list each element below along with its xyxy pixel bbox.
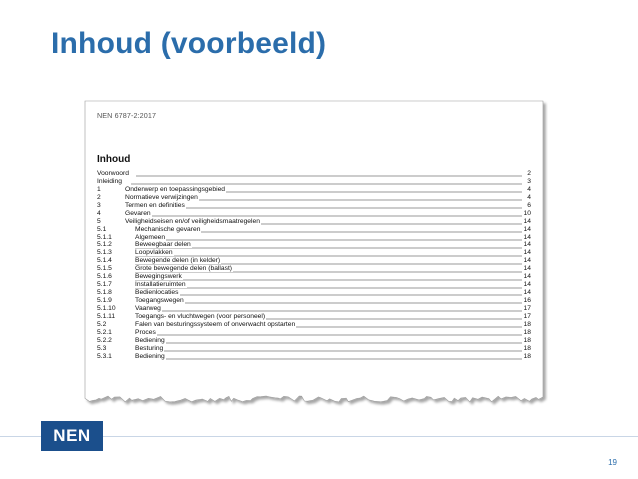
toc-title-text: Gevaren [125,209,151,217]
toc-title [135,289,522,297]
toc-row [97,281,531,289]
toc-row [97,289,531,297]
toc-title-text: Toegangs- en vluchtwegen (voor personeel) [135,312,266,320]
toc-number: 4 [97,209,101,217]
toc-title [125,202,522,210]
toc-title-text: Veiligheidseisen en/of veiligheidsmaatregelen [125,217,260,225]
toc-title [135,265,522,273]
toc-page: 4 [527,185,531,193]
toc-title-text [130,178,131,185]
toc-title [135,313,522,321]
document-heading: Inhoud [97,154,131,165]
page-number: 19 [608,458,617,467]
toc-title [135,281,522,289]
toc-title [125,186,522,194]
document-header: NEN 6787-2:2017 [97,111,157,120]
toc-title-text: Besturing [135,344,164,352]
toc-number: 5.1.6 [97,273,112,281]
toc-number: 5.1.5 [97,265,112,273]
toc-row [97,194,531,202]
toc-title [135,337,522,345]
toc-title-text: Normatieve verwijzingen [125,193,198,201]
toc-page: 16 [523,297,531,304]
nen-logo: NEN [41,421,103,451]
toc-row [97,170,531,178]
toc-title-text: Vaarweg [135,304,161,312]
toc-row [97,273,531,281]
toc-number: 5.3 [97,344,107,352]
toc-number: 5.1.1 [97,233,112,241]
toc-number: 5.1.8 [97,289,112,297]
toc-number: 3 [97,201,101,209]
toc-page: 14 [523,225,531,233]
toc-title [135,226,522,234]
toc-number: 5.1.3 [97,249,112,257]
toc-title-text: Bediening [135,336,165,344]
toc-row [97,297,531,305]
toc-row [97,321,531,329]
toc-number: 5.1.11 [97,312,116,320]
toc-row [97,226,531,234]
toc-title-text: Mechanische gevaren [135,225,201,233]
toc-title-text: Installatieruimten [135,281,186,289]
toc-title [135,345,522,353]
toc-number: 5 [97,217,101,225]
toc-page: 18 [523,328,531,336]
toc-page: 3 [527,177,531,185]
toc-number: 5.1.4 [97,257,112,265]
toc-title-text: Proces [135,328,156,336]
toc-number: 5.2.1 [97,328,112,336]
toc-title [135,305,522,313]
toc-row [97,353,531,361]
toc-row [97,218,531,226]
toc-title [130,178,522,186]
toc-title [135,329,522,337]
toc-title [135,249,522,257]
toc-title [135,273,522,281]
toc-title [135,241,522,249]
toc-title [135,170,522,178]
toc-number: 5.1.2 [97,241,112,249]
toc-page: 14 [523,249,531,257]
toc-number: 5.1.10 [97,304,116,312]
toc-row [97,313,531,321]
toc-page: 14 [523,233,531,241]
toc-page: 14 [523,273,531,281]
toc-page: 14 [523,281,531,289]
toc-title [125,210,522,218]
toc-row [97,234,531,242]
toc-number: 5.1.9 [97,297,112,304]
toc-row [97,265,531,273]
toc-title-text [135,170,136,177]
toc-number: 5.2 [97,320,107,328]
toc-title [135,321,522,329]
toc-page: 4 [527,193,531,201]
toc-title-text: Onderwerp en toepassingsgebied [125,185,226,193]
toc-row [97,329,531,337]
toc-title-text: Beweegbaar delen [135,241,191,249]
toc-title [135,257,522,265]
toc-row [97,241,531,249]
toc-title [135,353,522,361]
toc-page: 14 [523,217,531,225]
toc-title [125,194,522,202]
toc-page: 14 [523,241,531,249]
toc-row [97,257,531,265]
toc-number: 5.1.7 [97,281,112,289]
toc-number: 2 [97,193,101,201]
toc-row [97,210,531,218]
toc-title-text: Algemeen [135,233,166,241]
toc-title-text: Bewegende delen (in kelder) [135,257,221,265]
toc-page: 14 [523,257,531,265]
toc-title-text: Loopvlakken [135,249,173,257]
toc-number: 5.3.1 [97,352,112,360]
toc-title [135,234,522,242]
toc-page: 6 [527,201,531,209]
toc-row [97,186,531,194]
toc-title-text: Bediening [135,352,165,360]
toc-number: Voorwoord [97,170,129,177]
toc-page: 2 [527,170,531,177]
toc-number: Inleiding [97,177,122,185]
toc-title-text: Bedienlocaties [135,289,179,297]
toc-title-text: Termen en definities [125,201,185,209]
toc-row [97,202,531,210]
toc-page: 14 [523,265,531,273]
toc-number: 5.2.2 [97,336,112,344]
toc-title-text: Grote bewegende delen (ballast) [135,265,233,273]
toc-page: 18 [523,352,531,360]
toc-row [97,305,531,313]
toc-title-text: Falen van besturingssysteem of onverwacht opstarten [135,320,296,328]
toc-number: 1 [97,185,101,193]
toc-title-text: Toegangswegen [135,297,184,304]
toc-page: 18 [523,336,531,344]
toc-title [125,218,522,226]
toc-row [97,337,531,345]
toc-page: 17 [523,312,531,320]
toc-title-text: Bewegingswerk [135,273,182,281]
toc-page: 18 [523,320,531,328]
toc-title [135,297,522,305]
toc-page: 18 [523,344,531,352]
toc-row [97,345,531,353]
toc-number: 5.1 [97,225,107,233]
toc-page: 17 [523,304,531,312]
document-content [97,109,531,361]
slide-title: Inhoud (voorbeeld) [51,27,327,60]
toc-row [97,249,531,257]
toc-row [97,178,531,186]
toc-page: 10 [523,209,531,217]
document-excerpt [83,99,548,411]
table-of-contents [97,170,531,361]
toc-page: 14 [523,289,531,297]
